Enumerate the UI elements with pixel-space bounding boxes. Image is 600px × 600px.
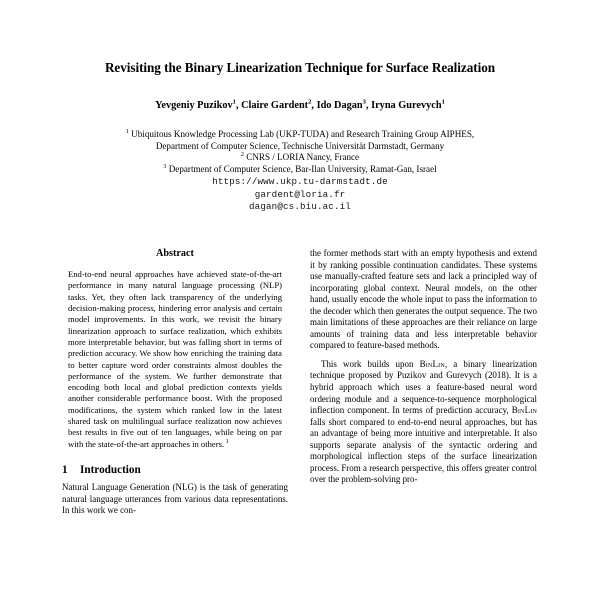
contact-block (0, 175, 600, 213)
page-title: Revisiting the Binary Linearization Technique for Surface Realization (104, 60, 496, 75)
introduction-paragraph: Natural Language Generation (NLG) is the task of generating natural language utterances from various data representations. In this work we con- (62, 482, 288, 516)
paragraph-text-segment: This work builds upon (321, 358, 420, 369)
paragraph-text-segment: falls short compared to end-to-end neural approaches, but has an advantage of being more intuitive and interpretable. It also supports separate analysis of the syntactic ordering and morphological inflection steps of the surface linearization process. From a research perspective, this offers greater control over the problem-solving pro- (310, 416, 537, 485)
affiliation-text: Ubiquitous Knowledge Processing Lab (UKP-TUDA) and Research Training Group AIPHES, (128, 129, 475, 139)
email-address[interactable]: dagan@cs.biu.ac.il (249, 200, 351, 212)
affiliation-line (0, 141, 600, 153)
right-column-paragraph-2 (310, 352, 537, 486)
abstract-text: End-to-end neural approaches have achieved state-of-the-art performance in many natural language processing (NLP) tasks. Yet, they often lack transparency of the underlying decision-making process, hindering error analysis and certain model improvements. In this work, we revisit the binary linearization approach to surface realization, which exhibits more interpretable behavior, but was falling short in terms of prediction accuracy. We show how enriching the training data to better capture word order constraints almost doubles the performance of the system. We further demonstrate that encoding both local and global prediction contexts yields another considerable performance boost. With the proposed modifications, the system which ranked low in the latest shared task on multilingual surface realization now achieves best results in five out of ten languages, while being on par with the state-of-the-art approaches in others. (68, 269, 282, 449)
section-title: Introduction (80, 464, 141, 476)
author-affiliation-marker-1: 1 (232, 98, 236, 106)
author-affiliation-marker-2: 2 (308, 98, 312, 106)
author-list (0, 75, 600, 112)
affiliation-text: Department of Computer Science, Technische Universität Darmstadt, Germany (155, 140, 445, 151)
author-affiliation-marker-3: 3 (362, 98, 366, 106)
footnote-marker: 1 (225, 437, 229, 445)
affiliation-marker: 3 (163, 162, 167, 170)
paper-header (0, 0, 600, 213)
paragraph-text-segment: , a binary linearization technique proposed by Puzikov and Gurevych (2018). It is a hybrid approach which uses a feature-based neural word ordering module and a sequence-to-sequence morphological inflection component. In terms of prediction accuracy, (310, 358, 538, 416)
system-name-binlin: BinLin (419, 358, 445, 369)
abstract-paragraph (68, 269, 282, 450)
affiliation-line (0, 152, 600, 164)
author-name-2: Claire Gardent (241, 100, 309, 111)
author-separator-3: , (365, 100, 372, 111)
right-column-paragraph-1: the former methods start with an empty hypothesis and extend it by ranking possible continuation candidates. These systems use manually-crafted feature sets and lack a principled way of incorporating global context. Neural models, on the other hand, usually encode the whole input to pass the information to the decoder which then generates the output sequence. The two main limitations of these approaches are their reliance on large amounts of training data and less interpretable behavior compared to feature-based methods. (310, 248, 537, 351)
project-url[interactable]: https://www.ukp.tu-darmstadt.de (212, 176, 388, 188)
author-separator-1: , (235, 100, 242, 111)
author-separator-2: , (311, 100, 317, 111)
section-number: 1 (62, 464, 68, 476)
affiliation-marker: 2 (240, 151, 244, 159)
author-name-3: Ido Dagan (316, 100, 363, 111)
system-name-binlin: BinLin (511, 405, 537, 416)
affiliation-line (0, 164, 600, 176)
affiliation-line (0, 129, 600, 141)
affiliation-block (0, 112, 600, 175)
author-name-4: Iryna Gurevych (371, 100, 442, 111)
left-column (62, 248, 288, 517)
email-address[interactable]: gardent@loria.fr (254, 188, 346, 200)
section-heading-introduction (62, 450, 288, 482)
abstract-heading: Abstract (156, 248, 194, 259)
author-name-1: Yevgeniy Puzikov (155, 100, 233, 111)
affiliation-text: CNRS / LORIA Nancy, France (244, 152, 360, 163)
affiliation-marker: 1 (125, 127, 129, 135)
abstract-body (68, 269, 282, 450)
author-affiliation-marker-4: 1 (441, 98, 445, 106)
affiliation-text: Department of Computer Science, Bar-Ilan University, Ramat-Gan, Israel (166, 163, 437, 174)
right-column (310, 248, 537, 486)
